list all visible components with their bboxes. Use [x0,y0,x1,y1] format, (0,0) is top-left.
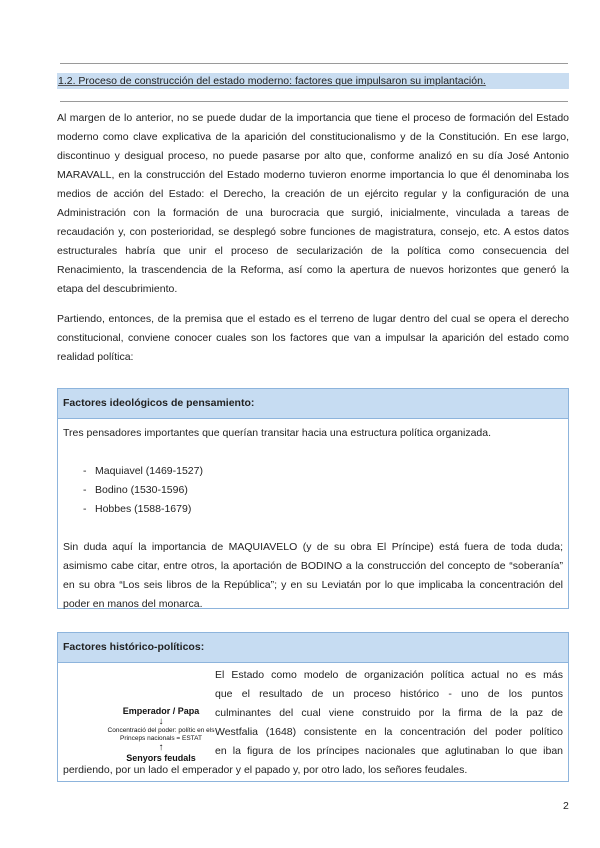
top-rule [60,63,568,64]
bullet-dash: - [83,465,87,477]
historical-text [215,666,563,761]
page-number: 2 [563,800,569,812]
ideological-lead: Tres pensadores importantes que querían transitar hacia una estructura política organizada. [63,427,492,439]
section-rule [60,101,568,102]
thinker-name: Hobbes (1588-1679) [95,503,192,515]
diagram-bottom-label: Senyors feudals [126,753,196,763]
list-item [63,481,563,500]
thinker-name: Bodino (1530-1596) [95,484,188,496]
historical-factors-box [57,632,569,782]
ideological-factors-body [58,419,568,614]
diagram-middle-label: Concentració del poder: polític en els [107,727,215,734]
ideological-factors-heading: Factores ideológicos de pensamiento: [58,389,568,419]
arrow-down-icon: ↓ [158,716,164,727]
thinker-name: Maquiavel (1469-1527) [95,465,203,477]
text-line: Westfalia (1648) consistente en la concentración del poder político [215,726,563,738]
text-line: El Estado como modelo de organización política actual no es más [215,669,563,681]
bullet-dash: - [83,503,87,515]
diagram-state-label: Princeps nacionals = ESTAT [120,734,202,742]
text-line: que el resultado de un proceso histórico - uno de los puntos [215,688,563,700]
diagram-top-label: Emperador / Papa [122,706,200,716]
thinkers-list [63,462,563,519]
section-title: 1.2. Proceso de construcción del estado moderno: factores que impulsaron su implantación. [57,73,569,89]
historical-factors-body [58,663,568,783]
list-item [63,462,563,481]
historical-factors-heading: Factores histórico-políticos: [58,633,568,663]
bullet-dash: - [83,484,87,496]
intro-paragraph: Al margen de lo anterior, no se puede dudar de la importancia que tiene el proceso de formación del Estado moderno como clave explicativa de la aparición del constitucionalismo y de la Constitución. En ese largo, discontinuo y desigual proceso, no puede pasarse por alto que, conforme analizó en su día José Antonio MARAVALL, en la construcción del Estado moderno tuvieron enorme importancia lo que él denominaba los medios de acción del Estado: el Derecho, la creación de un ejército regular y la configuración de una Administración con la formación de una burocracia que surgió, inicialmente, vinculada a tareas de recaudación y, con posterioridad, se desplegó sobre funciones de magistratura, consejo, etc. A estos datos estructurales habría que unir el proceso de secularización de la política como consecuencia del Renacimiento, la trascendencia de la Reforma, así como la apertura de nuevos horizontes que generó la etapa del descubrimiento. [57,112,569,295]
list-item [63,500,563,519]
historical-last-line: perdiendo, por un lado el emperador y el papado y, por otro lado, los señores feudales. [63,764,468,776]
ideological-conclusion: Sin duda aquí la importancia de MAQUIAVELO (y de su obra El Príncipe) está fuera de toda duda; asimismo cabe citar, entre otros, la aportación de BODINO a la construcción del concepto de “soberanía” en su obra “Los seis libros de la República”; y en su Leviatán por lo que implicaba la concentración del poder en manos del monarca. [63,541,563,610]
premise-paragraph: Partiendo, entonces, de la premisa que el estado es el terreno de lugar dentro del cual se opera el derecho constitucional, conviene conocer cuales son los factores que van a impulsar la aparición del estado como realidad política: [57,313,569,363]
text-line: en la figura de los príncipes nacionales que aglutinaban lo que iban [215,745,563,757]
text-line: culminantes del cual viene construido por la firma de la paz de [215,707,563,719]
ideological-factors-box [57,388,569,609]
arrow-up-icon: ↑ [158,742,164,753]
